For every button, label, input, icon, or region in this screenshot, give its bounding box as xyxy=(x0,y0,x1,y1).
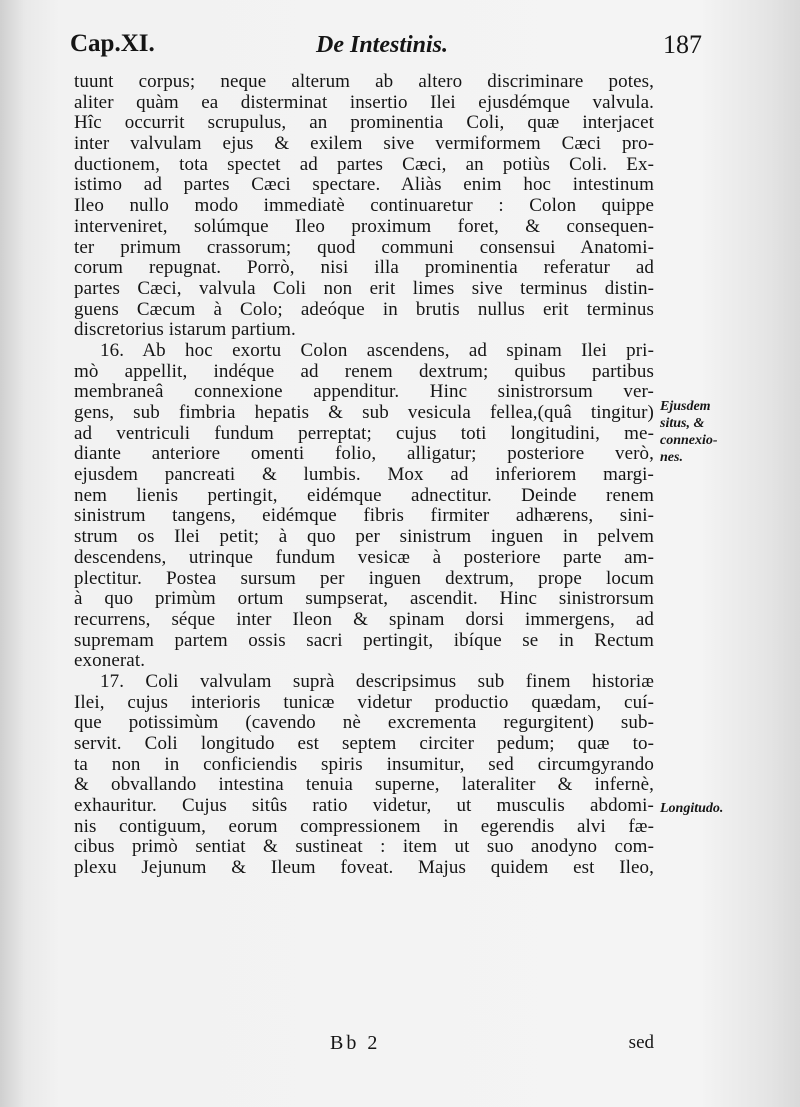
text-line: Ileo nullo modo immediatè continuaretur : Colon quippe xyxy=(74,195,654,217)
text-line: istimo ad partes Cæci spectare. Aliàs enim hoc intestinum xyxy=(74,174,654,196)
text-line: plectitur. Postea sursum per inguen dextrum, prope locum xyxy=(74,567,654,589)
text-line: discretorius istarum partium. xyxy=(74,319,296,341)
text-line: corum repugnat. Porrò, nisi illa prominentia referatur ad xyxy=(74,257,654,279)
text-line: à quo primùm ortum sumpserat, ascendit. Hinc sinistrorsum xyxy=(74,588,654,610)
paragraph-16-start: 16. Ab hoc exortu Colon ascendens, ad spinam Ilei pri- xyxy=(100,339,654,361)
page-footer xyxy=(74,1032,654,1062)
body-text xyxy=(74,72,654,879)
margin-note-line: connexio- xyxy=(660,433,718,448)
signature-mark: Bb 2 xyxy=(330,1032,381,1054)
text-line: ter primum crassorum; quod communi consensui Anatomi- xyxy=(74,236,654,258)
text-line: strum os Ilei petit; à quo per sinistrum inguen in pelvem xyxy=(74,526,654,548)
text-line: gens, sub fimbria hepatis & sub vesicula fellea,(quâ tingitur) xyxy=(74,402,654,423)
text-line: diante anteriore omenti folio, alligatur; posteriore verò, xyxy=(74,443,654,465)
text-line: cibus primò sentiat & sustineat : item ut suo anodyno com- xyxy=(74,836,654,858)
running-title: De Intestinis. xyxy=(316,32,449,58)
text-line: nem lienis pertingit, eidémque adnectitur. Deinde renem xyxy=(74,484,654,506)
text-line: descendens, utrinque fundum vesicæ à posteriore parte am- xyxy=(74,546,654,568)
text-line: que potissimùm (cavendo nè excrementa regurgitent) sub- xyxy=(74,712,654,734)
text-line: guens Cæcum à Colo; adeóque in brutis nullus erit terminus xyxy=(74,298,654,320)
margin-note-line: situs, & xyxy=(660,416,705,431)
text-line: aliter quàm ea disterminat insertio Ilei ejusdémque valvula. xyxy=(74,91,654,113)
text-line: plexu Jejunum & Ileum foveat. Majus quidem est Ileo, xyxy=(74,857,654,879)
paragraph-17-start: 17. Coli valvulam suprà descripsimus sub finem historiæ xyxy=(100,670,654,692)
text-line: tuunt corpus; neque alterum ab altero discriminare potes, xyxy=(74,71,654,92)
text-line: membraneâ connexione appenditur. Hinc sinistrorsum ver- xyxy=(74,381,654,403)
margin-note-line: Ejusdem xyxy=(660,399,711,414)
text-line: ta non in conficiendis spiris insumitur, sed circumgyrando xyxy=(74,753,654,775)
margin-note-line: nes. xyxy=(660,450,683,465)
text-line: sinistrum tangens, eidémque fibris firmiter adhærens, sini- xyxy=(74,505,654,527)
text-line: exonerat. xyxy=(74,650,146,672)
text-line: nis contiguum, eorum compressionem in egerendis alvi fæ- xyxy=(74,815,654,837)
page-number: 187 xyxy=(663,30,702,59)
chapter-label: Cap.XI. xyxy=(70,30,155,57)
text-line: ejusdem pancreati & lumbis. Mox ad inferiorem margi- xyxy=(74,464,654,486)
text-line: mò appellit, indéque ad renem dextrum; quibus partibus xyxy=(74,360,654,382)
text-line: inter valvulam ejus & exilem sive vermiformem Cæci pro- xyxy=(74,133,654,155)
text-line: servit. Coli longitudo est septem circiter pedum; quæ to- xyxy=(74,733,654,754)
text-line: ad ventriculi fundum perreptat; cujus toti longitudini, me- xyxy=(74,422,654,444)
running-header xyxy=(70,30,710,70)
text-line: Ilei, cujus interioris tunicæ videtur productio quædam, cuí- xyxy=(74,691,654,713)
margin-note-longitudo: Longitudo. xyxy=(660,801,724,816)
text-line: recurrens, séque inter Ileon & spinam dorsi immergens, ad xyxy=(74,608,654,630)
text-line: & obvallando intestina tenuia superne, lateraliter & infernè, xyxy=(74,774,654,796)
text-line: interveniret, solúmque Ileo proximum foret, & consequen- xyxy=(74,215,654,237)
text-line: supremam partem ossis sacri pertingit, ibíque se in Rectum xyxy=(74,629,654,651)
margin-note-situs xyxy=(660,398,800,466)
text-line: exhauritur. Cujus sitûs ratio videtur, ut musculis abdomi- xyxy=(74,795,654,817)
text-line: partes Cæci, valvula Coli non erit limes sive terminus distin- xyxy=(74,277,654,299)
catchword: sed xyxy=(628,1032,654,1053)
text-line: ductionem, tota spectet ad partes Cæci, an potiùs Coli. Ex- xyxy=(74,153,654,175)
text-line: Hîc occurrit scrupulus, an prominentia Coli, quæ interjacet xyxy=(74,112,654,134)
